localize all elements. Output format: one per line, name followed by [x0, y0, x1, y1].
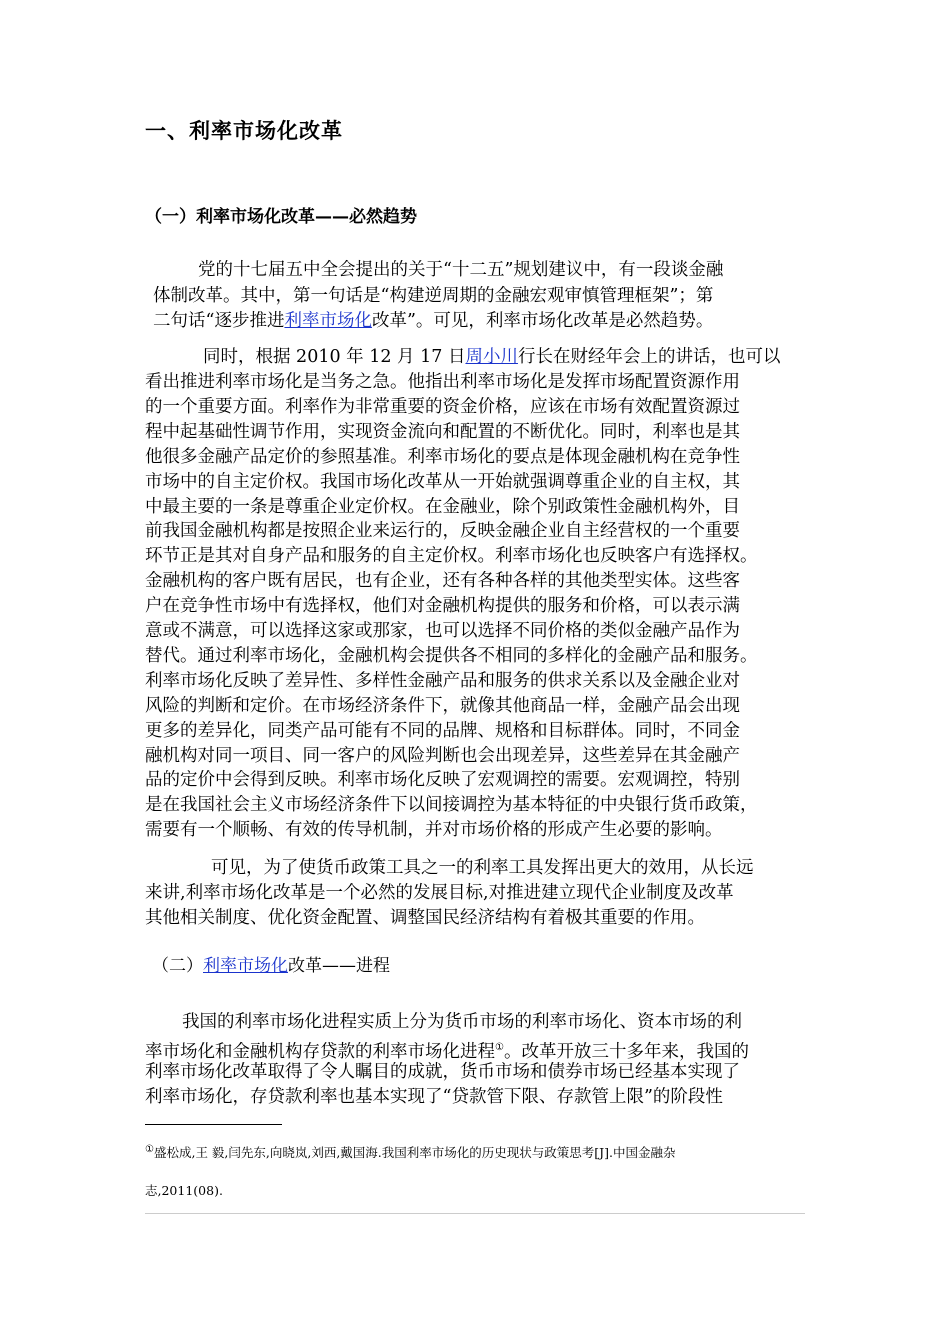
text-run: 同时，根据 2010 年 12 月 17 日 [203, 347, 466, 367]
paragraph-2-line: 替代。通过利率市场化，金融机构会提供各不相同的多样化的金融产品和服务。 [145, 645, 758, 666]
subsection-heading-2 [152, 951, 390, 976]
paragraph-1-line-3 [153, 309, 713, 334]
footnote-line-1 [145, 1143, 676, 1161]
paragraph-2-line: 他很多金融产品定价的参照基准。利率市场化的要点是体现金融机构在竞争性 [145, 446, 740, 467]
paragraph-2-line: 需要有一个顺畅、有效的传导机制，并对市场价格的形成产生必要的影响。 [145, 820, 723, 841]
paragraph-2-line: 融机构对同一项目、同一客户的风险判断也会出现差异，这些差异在其金融产 [145, 745, 740, 766]
link-zhou-xiaochuan[interactable]: 周小川 [465, 347, 518, 367]
paragraph-3-line: 可见，为了使货币政策工具之一的利率工具发挥出更大的效用，从长远 [211, 858, 754, 878]
paragraph-2-line: 看出推进利率市场化是当务之急。他指出利率市场化是发挥市场配置资源作用 [145, 372, 740, 392]
paragraph-2-line: 中最主要的一条是尊重企业定价权。在金融业，除个别政策性金融机构外，目 [145, 496, 740, 517]
paragraph-3-line: 其他相关制度、优化资金配置、调整国民经济结构有着极其重要的作用。 [145, 908, 705, 928]
paragraph-2-line: 的一个重要方面。利率作为非常重要的资金价格，应该在市场有效配置资源过 [145, 396, 740, 417]
footnote-divider [145, 1124, 282, 1125]
text-run: 率市场化和金融机构存贷款的利率市场化进程 [145, 1041, 495, 1062]
paragraph-2-line: 利率市场化反映了差异性、多样性金融产品和服务的供求关系以及金融企业对 [145, 670, 740, 691]
text-run: 二句话“逐步推进 [153, 311, 285, 331]
paragraph-2-line: 风险的判断和定价。在市场经济条件下，就像其他商品一样，金融产品会出现 [145, 695, 740, 716]
text-run: 。改革开放三十多年来，我国的 [503, 1041, 749, 1062]
paragraph-3-line: 来讲,利率市场化改革是一个必然的发展目标,对推进建立现代企业制度及改革 [145, 883, 734, 903]
paragraph-1-line-2: 体制改革。其中，第一句话是“构建逆周期的金融宏观审慎管理框架”；第 [153, 286, 714, 306]
text-run: （二） [152, 956, 203, 976]
subsection-heading-1: （一）利率市场化改革——必然趋势 [145, 207, 417, 227]
paragraph-2-line: 前我国金融机构都是按照企业来运行的，反映金融企业自主经营权的一个重要 [145, 521, 740, 542]
text-run: 改革”。可见，利率市场化改革是必然趋势。 [371, 311, 714, 331]
paragraph-2-line: 金融机构的客户既有居民，也有企业，还有各种各样的其他类型实体。这些客 [145, 571, 740, 592]
paragraph-4-line-3: 利率市场化改革取得了令人瞩目的成就，货币市场和债券市场已经基本实现了 [145, 1062, 740, 1082]
paragraph-2-line: 市场中的自主定价权。我国市场化改革从一开始就强调尊重企业的自主权，其 [145, 471, 740, 492]
paragraph-2-line: 户在竞争性市场中有选择权，他们对金融机构提供的服务和价格，可以表示满 [145, 596, 740, 617]
paragraph-4-line-1: 我国的利率市场化进程实质上分为货币市场的利率市场化、资本市场的利 [182, 1012, 742, 1032]
page-bottom-divider [145, 1213, 805, 1214]
text-run: 盛松成,王 毅,闫先东,向晓岚,刘西,戴国海.我国利率市场化的历史现状与政策思考[J].中国金融杂 [153, 1145, 676, 1160]
link-interest-rate-liberalization-2[interactable]: 利率市场化 [203, 956, 288, 976]
text-run: 改革——进程 [288, 956, 390, 976]
paragraph-2-line: 意或不满意，可以选择这家或那家，也可以选择不同价格的类似金融产品作为 [145, 621, 740, 641]
paragraph-2-line: 品的定价中会得到反映。利率市场化反映了宏观调控的需要。宏观调控，特别 [145, 770, 740, 791]
paragraph-1-line-1: 党的十七届五中全会提出的关于“十二五”规划建议中，有一段谈金融 [198, 260, 724, 280]
section-heading: 一、利率市场化改革 [145, 119, 343, 143]
footnote-mark: ① [145, 1143, 154, 1155]
text-run: 行长在财经年会上的讲话，也可以 [517, 347, 781, 367]
paragraph-2-line: 是在我国社会主义市场经济条件下以间接调控为基本特征的中央银行货币政策， [145, 795, 758, 816]
link-interest-rate-liberalization[interactable]: 利率市场化 [284, 311, 372, 331]
paragraph-2-line: 环节正是其对自身产品和服务的自主定价权。利率市场化也反映客户有选择权。 [145, 546, 758, 567]
paragraph-2-line-1 [203, 345, 780, 370]
paragraph-4-line-4: 利率市场化，存贷款利率也基本实现了“贷款管下限、存款管上限”的阶段性 [145, 1087, 723, 1107]
paragraph-2-line: 程中起基础性调节作用，实现资金流向和配置的不断优化。同时，利率也是其 [145, 421, 740, 442]
footnote-marker[interactable]: ① [495, 1042, 504, 1053]
paragraph-2-line: 更多的差异化，同类产品可能有不同的品牌、规格和目标群体。同时，不同金 [145, 720, 740, 741]
footnote-line-2: 志,2011(08). [145, 1183, 223, 1198]
